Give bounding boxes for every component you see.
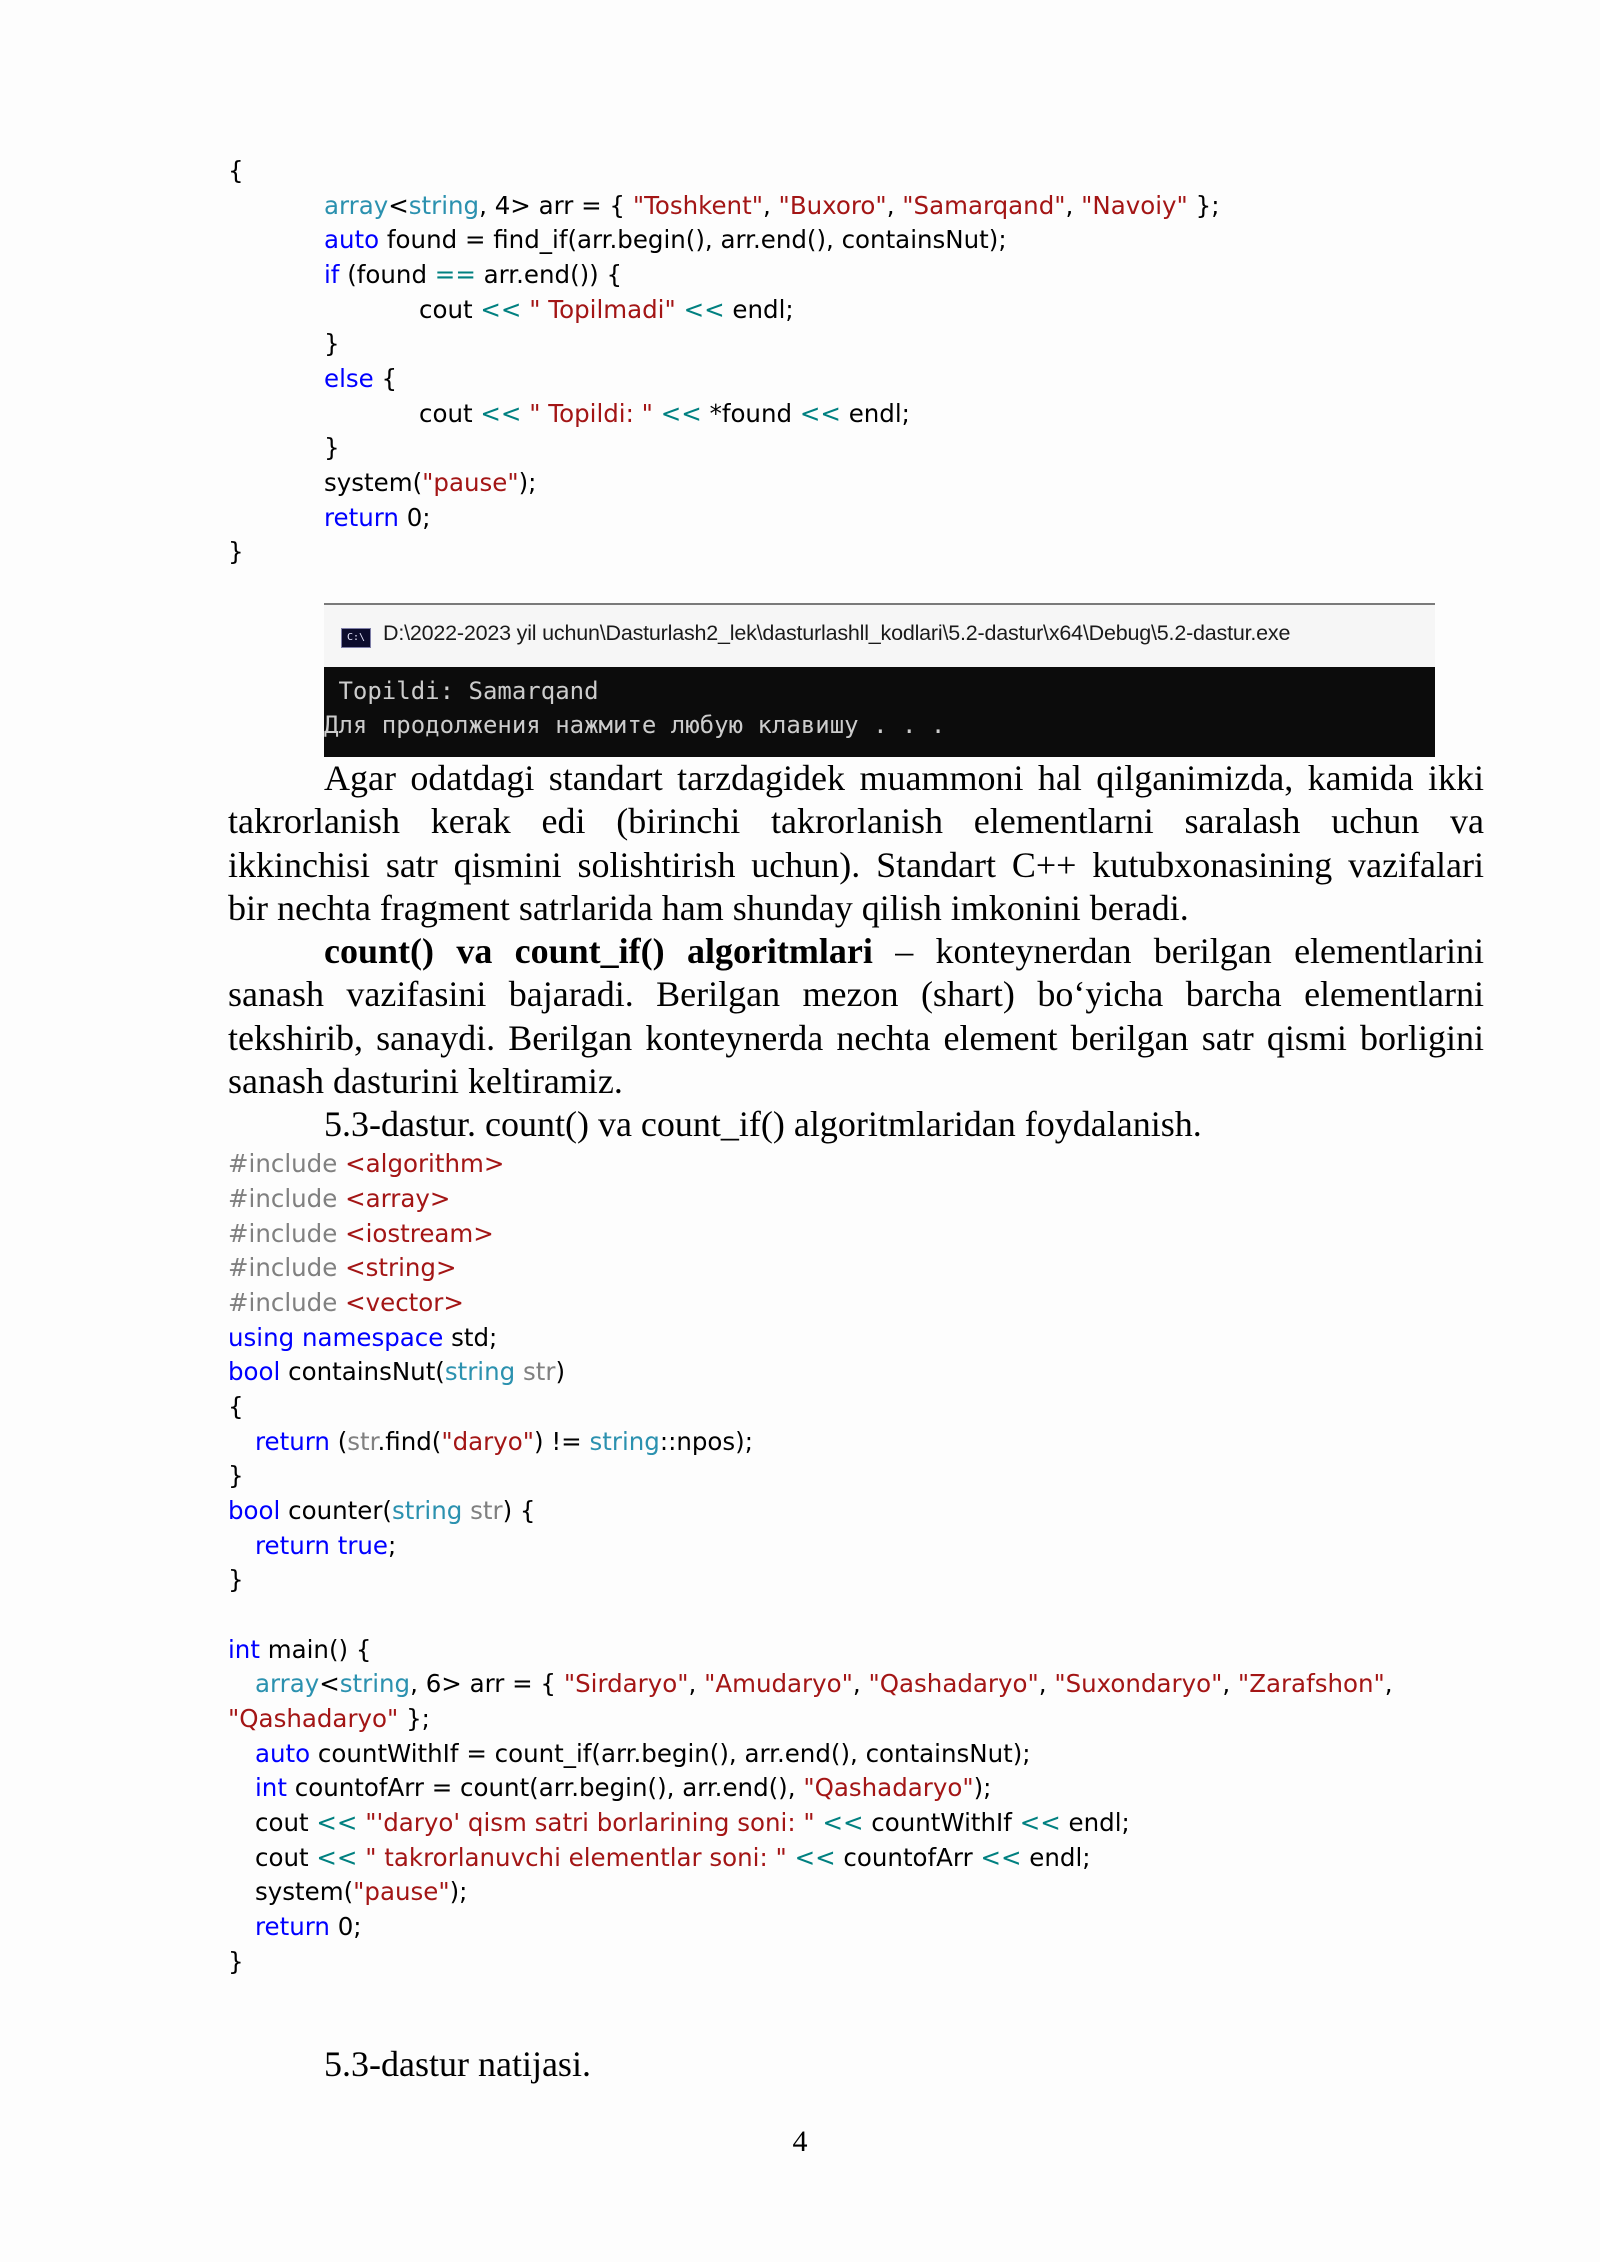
paragraph-line: takrorlanish kerak edi (birinchi takrorlanish elementlarni saralash uchun va (228, 801, 1484, 842)
paragraph (228, 930, 1484, 1103)
paragraph-line: sanash dasturini keltiramiz. (228, 1060, 623, 1101)
code-line: if (found == arr.end()) { (324, 260, 623, 289)
code-line: return (str.find("daryo") != string::npos); (255, 1427, 753, 1456)
paragraph-line: Agar odatdagi standart tarzdagidek muammoni hal qilganimizda, kamida ikki (324, 758, 1484, 798)
code-line: int main() { (228, 1635, 372, 1664)
code-line: auto found = find_if(arr.begin(), arr.end(), containsNut); (324, 225, 1007, 254)
code-line: } (228, 1565, 244, 1594)
code-line: } (228, 1947, 244, 1976)
code-line: array<string, 6> arr = { "Sirdaryo", "Amudaryo", "Qashadaryo", "Suxondaryo", "Zarafshon", (255, 1669, 1393, 1698)
code-line: cout << " Topilmadi" << endl; (419, 295, 794, 324)
code-line: cout << "'daryo' qism satri borlarining soni: " << countWithIf << endl; (255, 1808, 1130, 1837)
console-line: Для продолжения нажмите любую клавишу . . . (324, 711, 946, 739)
code-line: using namespace std; (228, 1323, 498, 1352)
console-window (324, 603, 1435, 757)
page-number: 4 (792, 2125, 808, 2158)
code-line: #include <vector> (228, 1288, 464, 1317)
code-line: array<string, 4> arr = { "Toshkent", "Buxoro", "Samarqand", "Navoiy" }; (324, 191, 1220, 220)
paragraph (228, 757, 1484, 930)
code-line: auto countWithIf = count_if(arr.begin(), arr.end(), containsNut); (255, 1739, 1031, 1768)
code-line: } (324, 433, 340, 462)
code-line: cout << " Topildi: " << *found << endl; (419, 399, 910, 428)
console-title-bar (324, 605, 1435, 668)
paragraph-line: tekshirib, sanaydi. Berilgan konteynerda nechta element berilgan satr qismi borligini (228, 1017, 1484, 1058)
code-line: } (228, 537, 244, 566)
code-line: { (228, 1392, 244, 1421)
code-line: bool containsNut(string str) (228, 1357, 566, 1386)
paragraph-line: bir nechta fragment satrlarida ham shunday qilish imkonini beradi. (228, 887, 1189, 928)
paragraph-line: count() va count_if() algoritmlari – konteynerdan berilgan elementlarini (324, 931, 1484, 971)
code-line: #include <array> (228, 1184, 451, 1213)
code-line: system("pause"); (324, 468, 537, 497)
code-line: system("pause"); (255, 1877, 468, 1906)
paragraph-line: sanash vazifasini bajaradi. Berilgan mezon (shart) bo‘yicha barcha elementlarni (228, 974, 1484, 1015)
code-line: bool counter(string str) { (228, 1496, 536, 1525)
code-line: return true; (255, 1531, 397, 1560)
code-line: return 0; (324, 503, 431, 532)
term-bold: count() va count_if() algoritmlari (324, 931, 873, 971)
result-caption: 5.3-dastur natijasi. (324, 2044, 591, 2084)
code-line: else { (324, 364, 398, 393)
code-line: #include <algorithm> (228, 1149, 505, 1178)
code-line: #include <string> (228, 1253, 457, 1282)
code-line: } (228, 1461, 244, 1490)
code-line: cout << " takrorlanuvchi elementlar soni: " << countofArr << endl; (255, 1843, 1091, 1872)
cmd-icon: C:\ (341, 628, 371, 648)
code-line: } (324, 329, 340, 358)
code-line: return 0; (255, 1912, 362, 1941)
console-title: D:\2022-2023 yil uchun\Dasturlash2_lek\dasturlashll_kodlari\5.2-dastur\x64\Debug\5.2-dastur.exe (383, 621, 1291, 645)
code-line: "Qashadaryo" }; (228, 1704, 430, 1733)
console-output (324, 667, 1435, 757)
code-line: int countofArr = count(arr.begin(), arr.end(), "Qashadaryo"); (255, 1773, 992, 1802)
paragraph-line: ikkinchisi satr qismini solishtirish uchun). Standart C++ kutubxonasining vazifalari (228, 844, 1484, 885)
console-line: Topildi: Samarqand (324, 677, 599, 705)
code-line: #include <iostream> (228, 1219, 494, 1248)
code-line: { (228, 156, 244, 185)
listing-caption: 5.3-dastur. count() va count_if() algoritmlaridan foydalanish. (324, 1104, 1202, 1144)
